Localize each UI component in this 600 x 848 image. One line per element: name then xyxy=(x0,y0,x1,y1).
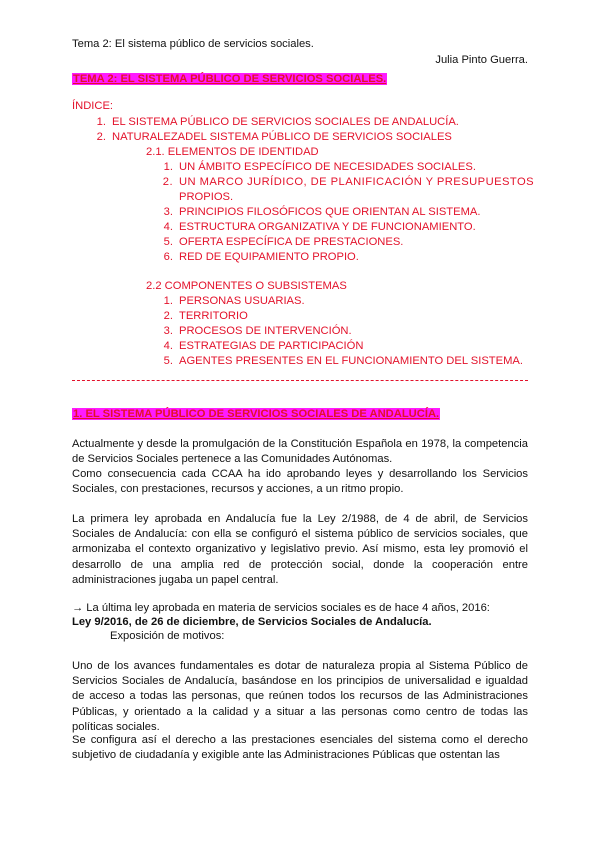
subindex-item-text: PROCESOS DE INTERVENCIÓN. xyxy=(179,325,352,337)
subindex-item xyxy=(157,161,476,173)
paragraph: Uno de los avances fundamentales es dotar de naturaleza propia al Sistema Público de Servicios Sociales de Andalucía, basándose en los principios de universalidad e igualdad de acceso a todas las personas, que reúnen todos los recursos de las Administraciones Públicas, y orientado a la calidad y a situar a las personas como centro de todas las políticas sociales. xyxy=(72,660,528,733)
subindex-item-number: 1. xyxy=(163,295,173,307)
subindex-item-text: RED DE EQUIPAMIENTO PROPIO. xyxy=(179,251,359,263)
subindex-item xyxy=(157,295,305,307)
subindex-item-number: 4. xyxy=(163,340,173,352)
index-item xyxy=(90,116,459,128)
subindex-item-text: PRINCIPIOS FILOSÓFICOS QUE ORIENTAN AL SISTEMA. xyxy=(179,206,481,218)
law-title: Ley 9/2016, de 26 de diciembre, de Servicios Sociales de Andalucía. xyxy=(72,616,432,628)
subindex-item xyxy=(157,176,534,188)
subindex-item-number: 5. xyxy=(163,236,173,248)
subindex-item-number: 2. xyxy=(163,310,173,322)
main-title-text: TEMA 2: EL SISTEMA PÚBLICO DE SERVICIOS SOCIALES. xyxy=(73,73,387,85)
subindex-item-text: UN MARCO JURÍDICO, DE PLANIFICACIÓN Y PRESUPUESTOS xyxy=(179,176,535,188)
subindex-item-text: AGENTES PRESENTES EN EL FUNCIONAMIENTO DEL SISTEMA. xyxy=(179,355,523,367)
subindex-item xyxy=(157,251,359,263)
exposition-label: Exposición de motivos: xyxy=(110,630,225,642)
subindex-item-continuation: PROPIOS. xyxy=(179,191,234,203)
subindex-item-number: 6. xyxy=(163,251,173,263)
subindex-item-text: UN ÁMBITO ESPECÍFICO DE NECESIDADES SOCIALES. xyxy=(179,161,476,173)
paragraph-arrow-note: → La última ley aprobada en materia de servicios sociales es de hace 4 años, 2016: xyxy=(72,602,490,614)
main-title xyxy=(72,73,387,85)
subindex-item-text: PERSONAS USUARIAS. xyxy=(179,295,305,307)
subindex-item xyxy=(157,355,523,367)
index-item xyxy=(90,131,452,143)
subindex-item-number: 1. xyxy=(163,161,173,173)
index-item-number: 2. xyxy=(96,131,106,143)
subindex-heading-identity: 2.1. ELEMENTOS DE IDENTIDAD xyxy=(146,146,319,158)
subindex-item-text: ESTRUCTURA ORGANIZATIVA Y DE FUNCIONAMIENTO. xyxy=(179,221,476,233)
document-author: Julia Pinto Guerra. xyxy=(435,54,528,66)
subindex-item-number: 5. xyxy=(163,355,173,367)
subindex-item xyxy=(157,340,363,352)
paragraph: La primera ley aprobada en Andalucía fue la Ley 2/1988, de 4 de abril, de Servicios Sociales de Andalucía: con ella se configuró el sistema público de servicios sociales, que armonizaba el contexto organizativo y legislativo previo. Así mismo, esta ley promovió el desarrollo de una amplia red de protección social, donde la cooperación entre administraciones jugaba un papel central. xyxy=(72,513,528,586)
subindex-item xyxy=(157,206,481,218)
subindex-item xyxy=(157,221,476,233)
paragraph: Como consecuencia cada CCAA ha ido aprobando leyes y desarrollando los Servicios Sociales, con prestaciones, recursos y acciones, a un ritmo propio. xyxy=(72,468,528,496)
index-item-text: EL SISTEMA PÚBLICO DE SERVICIOS SOCIALES DE ANDALUCÍA. xyxy=(112,116,459,128)
index-heading: ÍNDICE: xyxy=(72,100,114,112)
section1-heading-text: 1. EL SISTEMA PÚBLICO DE SERVICIOS SOCIALES DE ANDALUCÍA. xyxy=(73,408,440,420)
subindex-item-number: 2. xyxy=(162,176,173,188)
subindex-item-number: 4. xyxy=(163,221,173,233)
document-header-title: Tema 2: El sistema público de servicios sociales. xyxy=(72,38,314,50)
index-item-text: NATURALEZADEL SISTEMA PÚBLICO DE SERVICIOS SOCIALES xyxy=(112,131,452,143)
subindex-item xyxy=(157,325,352,337)
subindex-item xyxy=(157,310,248,322)
section-divider xyxy=(72,380,528,381)
subindex-item-text: OFERTA ESPECÍFICA DE PRESTACIONES. xyxy=(179,236,404,248)
paragraph: Actualmente y desde la promulgación de la Constitución Española en 1978, la competencia de Servicios Sociales pertenece a las Comunidades Autónomas. xyxy=(72,438,528,466)
paragraph: Se configura así el derecho a las prestaciones esenciales del sistema como el derecho subjetivo de ciudadanía y exigible ante las Administraciones Públicas que ostentan las xyxy=(72,734,528,762)
section1-heading xyxy=(72,408,440,420)
subindex-item-text: TERRITORIO xyxy=(179,310,248,322)
subindex-item-number: 3. xyxy=(163,325,173,337)
subindex-item-text: ESTRATEGIAS DE PARTICIPACIÓN xyxy=(179,340,364,352)
subindex-item xyxy=(157,236,403,248)
subindex-heading-components: 2.2 COMPONENTES O SUBSISTEMAS xyxy=(146,280,347,292)
subindex-item-number: 3. xyxy=(163,206,173,218)
index-item-number: 1. xyxy=(96,116,106,128)
